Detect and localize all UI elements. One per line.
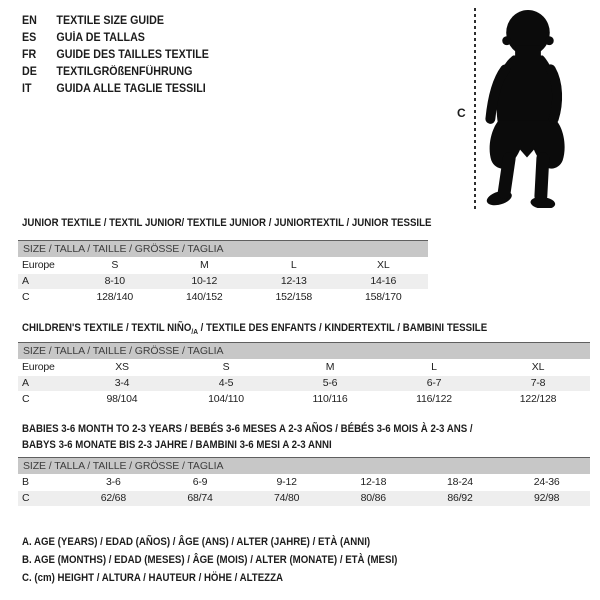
language-code: DE xyxy=(22,66,37,78)
size-cell: L xyxy=(249,257,339,273)
size-cell: 74/80 xyxy=(243,490,330,506)
height-measure-label: C xyxy=(457,106,466,120)
table-row xyxy=(18,273,428,289)
table-row xyxy=(18,359,590,375)
size-cell: L xyxy=(382,359,486,375)
size-cell: 12-18 xyxy=(330,474,417,490)
junior-table-title-text: JUNIOR TEXTILE / TEXTIL JUNIOR/ TEXTILE JUNIOR / JUNIORTEXTIL / JUNIOR TESSILE xyxy=(22,217,432,229)
size-cell: 12-13 xyxy=(249,273,339,289)
language-label: GUIDA ALLE TAGLIE TESSILI xyxy=(56,83,206,95)
language-row-de xyxy=(22,64,209,81)
size-cell: XL xyxy=(486,359,590,375)
babies-table xyxy=(18,457,590,507)
baby-silhouette-icon xyxy=(483,10,571,208)
language-code: EN xyxy=(22,15,37,27)
language-row-fr xyxy=(22,47,209,64)
size-cell: 6-7 xyxy=(382,375,486,391)
language-label: TEXTILE SIZE GUIDE xyxy=(56,15,164,27)
size-cell: XS xyxy=(70,359,174,375)
size-cell: S xyxy=(174,359,278,375)
row-label: C xyxy=(18,391,70,407)
language-code: FR xyxy=(22,49,37,61)
row-label: B xyxy=(18,474,70,490)
size-cell: S xyxy=(70,257,160,273)
children-size-header: SIZE / TALLA / TAILLE / GRÖSSE / TAGLIA xyxy=(18,342,590,359)
size-cell: 7-8 xyxy=(486,375,590,391)
row-label: Europe xyxy=(18,257,70,273)
size-cell: 92/98 xyxy=(503,490,590,506)
size-cell: 86/92 xyxy=(417,490,504,506)
size-cell: XL xyxy=(339,257,429,273)
table-row xyxy=(18,474,590,490)
children-table-title xyxy=(22,320,487,337)
junior-table-title xyxy=(22,215,431,231)
babies-table-title-line2: BABYS 3-6 MONATE BIS 2-3 JAHRE / BAMBINI 3-6 MESI A 2-3 ANNI xyxy=(22,439,332,451)
language-label: TEXTILGRÖßENFÜHRUNG xyxy=(56,66,193,78)
row-label: Europe xyxy=(18,359,70,375)
table-row xyxy=(18,375,590,391)
babies-table-title xyxy=(22,421,473,453)
children-table-title-subscript: /A xyxy=(191,326,198,336)
size-cell: 68/74 xyxy=(157,490,244,506)
size-cell: 110/116 xyxy=(278,391,382,407)
babies-table-title-line1: BABIES 3-6 MONTH TO 2-3 YEARS / BEBÉS 3-6 MESES A 2-3 AÑOS / BÉBÉS 3-6 MOIS À 2-3 ANS / xyxy=(22,423,473,435)
size-cell: 80/86 xyxy=(330,490,417,506)
size-cell: 128/140 xyxy=(70,289,160,305)
row-label: C xyxy=(18,490,70,506)
size-cell: 6-9 xyxy=(157,474,244,490)
size-cell: 24-36 xyxy=(503,474,590,490)
size-cell: 140/152 xyxy=(160,289,250,305)
legend-age-months: B. AGE (MONTHS) / EDAD (MESES) / ÂGE (MOIS) / ALTER (MONATE) / ETÀ (MESI) xyxy=(22,554,398,566)
row-label: A xyxy=(18,273,70,289)
row-label: C xyxy=(18,289,70,305)
table-row xyxy=(18,391,590,407)
size-cell: 116/122 xyxy=(382,391,486,407)
size-cell: 5-6 xyxy=(278,375,382,391)
size-cell: 98/104 xyxy=(70,391,174,407)
language-label: GUIDE DES TAILLES TEXTILE xyxy=(56,49,209,61)
size-cell: 3-4 xyxy=(70,375,174,391)
size-cell: M xyxy=(278,359,382,375)
size-cell: 14-16 xyxy=(339,273,429,289)
row-label: A xyxy=(18,375,70,391)
language-list xyxy=(22,13,223,98)
size-cell: 104/110 xyxy=(174,391,278,407)
size-cell: 9-12 xyxy=(243,474,330,490)
size-cell: 4-5 xyxy=(174,375,278,391)
language-row-it xyxy=(22,81,209,98)
babies-size-header: SIZE / TALLA / TAILLE / GRÖSSE / TAGLIA xyxy=(18,457,590,474)
size-cell: 62/68 xyxy=(70,490,157,506)
language-row-en xyxy=(22,13,209,30)
size-cell: 8-10 xyxy=(70,273,160,289)
height-measure-dashed-line xyxy=(474,8,476,209)
size-cell: 10-12 xyxy=(160,273,250,289)
size-cell: 18-24 xyxy=(417,474,504,490)
size-cell: 158/170 xyxy=(339,289,429,305)
junior-size-header: SIZE / TALLA / TAILLE / GRÖSSE / TAGLIA xyxy=(18,240,428,257)
size-cell: 152/158 xyxy=(249,289,339,305)
children-table-title-text: CHILDREN'S TEXTILE / TEXTIL NIÑO xyxy=(22,322,192,334)
legend-height-cm: C. (cm) HEIGHT / ALTURA / HAUTEUR / HÖHE / ALTEZZA xyxy=(22,572,284,584)
table-row xyxy=(18,257,428,273)
size-cell: M xyxy=(160,257,250,273)
language-row-es xyxy=(22,30,209,47)
children-table xyxy=(18,342,590,408)
size-cell: 122/128 xyxy=(486,391,590,407)
junior-table xyxy=(18,240,428,306)
table-row xyxy=(18,289,428,305)
measurement-legend xyxy=(22,533,449,587)
legend-age-years: A. AGE (YEARS) / EDAD (AÑOS) / ÂGE (ANS) / ALTER (JAHRE) / ETÀ (ANNI) xyxy=(22,536,371,548)
language-code: IT xyxy=(22,83,32,95)
language-label: GUÍA DE TALLAS xyxy=(56,32,145,44)
size-cell: 3-6 xyxy=(70,474,157,490)
children-table-title-text: / TEXTILE DES ENFANTS / KINDERTEXTIL / BAMBINI TESSILE xyxy=(197,322,488,334)
language-code: ES xyxy=(22,32,37,44)
table-row xyxy=(18,490,590,506)
